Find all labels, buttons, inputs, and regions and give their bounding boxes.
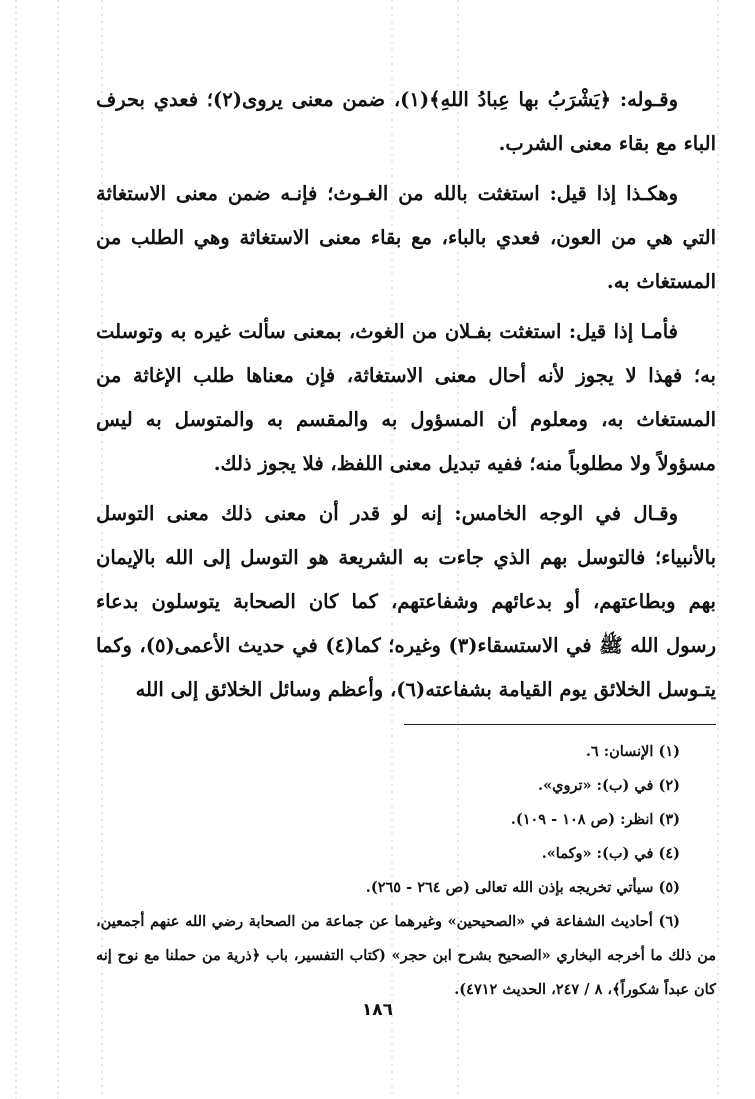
footnote-4: (٤) في (ب): «وكما». — [541, 845, 680, 862]
footnotes — [96, 735, 716, 1007]
footnote-2: (٢) في (ب): «تروي». — [538, 777, 680, 794]
paragraph-3: فأمـا إذا قيل: استغثت بفـلان من الغوث، بمعنى سألت غيره به وتوسلت به؛ فهذا لا يجوز لأنه أحال معنى الاستغاثة، فإن معناها طلب الإغاثة من المستغاث به، ومعلوم أن المسؤول به والمقسم به والمتوسل به ليس مسؤولاً ولا مطلوباً منه؛ ففيه تبديل معنى اللفظ، فلا يجوز ذلك. — [96, 320, 716, 475]
paragraph-4: وقـال في الوجه الخامس: إنه لو قدر أن معنى ذلك معنى التوسل بالأنبياء؛ فالتوسل بهم الذي جاءت به الشريعة هو التوسل إلى الله بالإيمان بهم وبطاعتهم، أو بدعائهم وشفاعتهم، كما كان الصحابة يتوسلون بدعاء رسول الله ﷺ في الاستسقاء(٣) وغيره؛ كما(٤) في حديث الأعمى(٥)، وكما يتـوسل الخلائق يوم القيامة بشفاعته(٦)، وأعظم وسائل الخلائق إلى الله — [96, 502, 716, 701]
page-body — [96, 78, 716, 1007]
footnote-5: (٥) سيأتي تخريجه بإذن الله تعالى (ص ٢٦٤ - ٢٦٥). — [365, 879, 680, 896]
page-number: ١٨٦ — [361, 1000, 394, 1020]
footnote-3: (٣) انظر: (ص ١٠٨ - ١٠٩). — [510, 811, 680, 828]
paragraph-2: وهكـذا إذا قيل: استغثت بالله من الغـوث؛ فإنـه ضمن معنى الاستغاثة التي هي من العون، فعدي بالباء، مع بقاء معنى الاستغاثة وهي الطلب من المستغاث به. — [96, 182, 716, 293]
footnote-6: (٦) أحاديث الشفاعة في «الصحيحين» وغيرهما عن جماعة من الصحابة رضي الله عنهم أجمعين، من ذلك ما أخرجه البخاري «الصحيح بشرح ابن حجر» (كتاب التفسير، باب ﴿ذرية من حملنا مع نوح إنه كان عبداً شكوراً﴾، ٨ / ٢٤٧، الحديث ٤٧١٢). — [96, 913, 716, 998]
paragraph-1: وقـوله: ﴿يَشْرَبُ بها عِبادُ اللهِ﴾(١)، ضمن معنى يروى(٢)؛ فعدي بحرف الباء مع بقاء معنى الشرب. — [96, 88, 716, 155]
footnote-1: (١) الإنسان: ٦. — [585, 743, 680, 760]
footnote-divider — [404, 724, 716, 725]
